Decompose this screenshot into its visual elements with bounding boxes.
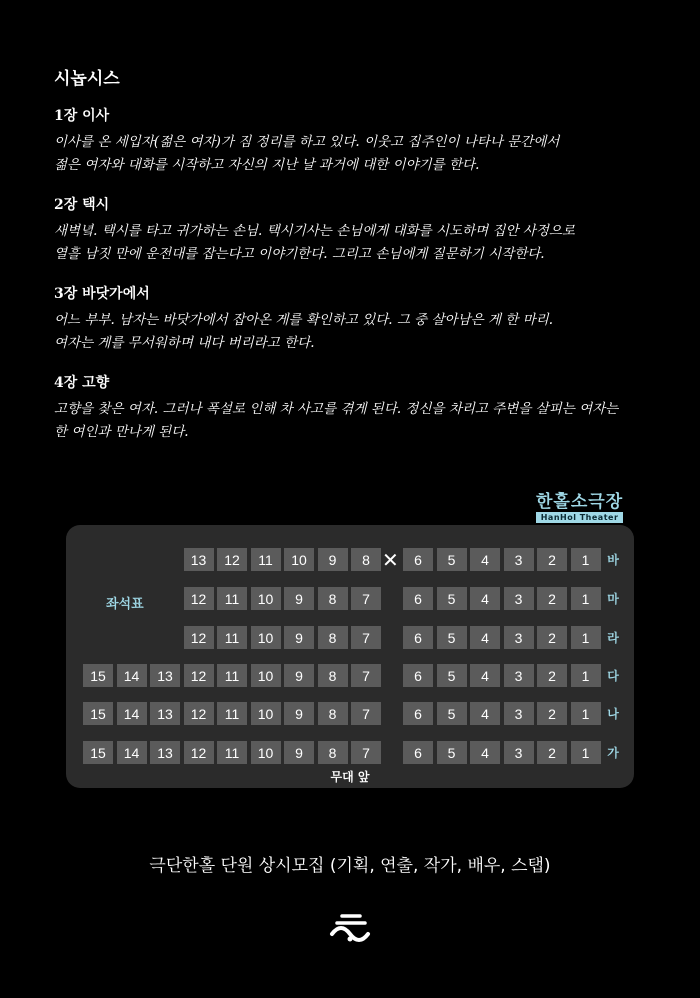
row-label: 가: [607, 746, 619, 760]
seat[interactable]: 13: [150, 741, 180, 764]
seat[interactable]: 6: [403, 741, 433, 764]
seat[interactable]: 5: [437, 702, 467, 725]
seat[interactable]: 2: [537, 741, 567, 764]
seat[interactable]: 12: [184, 587, 214, 610]
seat[interactable]: 9: [284, 741, 314, 764]
seat[interactable]: 8: [318, 626, 348, 649]
seat[interactable]: 11: [217, 741, 247, 764]
seat[interactable]: 7: [351, 702, 381, 725]
seat[interactable]: 7: [351, 741, 381, 764]
seat[interactable]: 11: [217, 587, 247, 610]
theater-logo: [536, 492, 623, 523]
theater-name-en: HanHol Theater: [536, 512, 623, 523]
row-label: 다: [607, 669, 619, 683]
seat[interactable]: 8: [318, 702, 348, 725]
row-label: 마: [607, 592, 619, 606]
seat[interactable]: 12: [184, 702, 214, 725]
seat[interactable]: 8: [351, 548, 381, 571]
scene-2: [54, 194, 664, 266]
seat[interactable]: 13: [150, 664, 180, 687]
recruitment-notice: 극단한홀 단원 상시모집 (기획, 연출, 작가, 배우, 스탭): [149, 856, 551, 876]
seat[interactable]: 2: [537, 664, 567, 687]
seat[interactable]: 10: [251, 626, 281, 649]
seat[interactable]: 10: [251, 702, 281, 725]
seat[interactable]: 5: [437, 548, 467, 571]
seat[interactable]: 8: [318, 587, 348, 610]
seat[interactable]: 9: [318, 548, 348, 571]
seat[interactable]: 5: [437, 741, 467, 764]
seat[interactable]: 10: [251, 741, 281, 764]
seat[interactable]: 1: [571, 664, 601, 687]
seat[interactable]: 6: [403, 702, 433, 725]
scene-text: 고향을 찾은 여자. 그러나 폭설로 인해 차 사고를 겪게 된다. 정신을 차리고 주변을 살피는 여자는 한 여인과 만나게 된다.: [54, 401, 619, 440]
seat[interactable]: 6: [403, 664, 433, 687]
seat[interactable]: 3: [504, 741, 534, 764]
seat[interactable]: 14: [117, 702, 147, 725]
seat[interactable]: 4: [470, 741, 500, 764]
row-label: 나: [607, 707, 619, 721]
seat[interactable]: 7: [351, 664, 381, 687]
blocked-seat-icon: ✕: [382, 548, 399, 572]
scene-title: 1장 이사: [54, 108, 110, 124]
seat-chart-label: 좌석표: [106, 597, 144, 612]
seat[interactable]: 15: [83, 664, 113, 687]
seat[interactable]: 12: [184, 664, 214, 687]
scene-text: 이사를 온 세입자(젊은 여자)가 짐 정리를 하고 있다. 이웃고 집주인이 나타나 문간에서 젊은 여자와 대화를 시작하고 자신의 지난 날 과거에 대한 이야기를 한다.: [54, 134, 560, 173]
seat[interactable]: 9: [284, 702, 314, 725]
seat[interactable]: 15: [83, 741, 113, 764]
seat[interactable]: 4: [470, 587, 500, 610]
seat[interactable]: 1: [571, 702, 601, 725]
seat[interactable]: 4: [470, 626, 500, 649]
scene-4: [54, 372, 664, 444]
theater-name-ko: 한홀소극장: [536, 492, 624, 512]
seat[interactable]: 14: [117, 664, 147, 687]
row-label: 라: [607, 631, 619, 645]
seat[interactable]: 1: [571, 548, 601, 571]
seat[interactable]: 2: [537, 702, 567, 725]
seat[interactable]: 6: [403, 587, 433, 610]
scene-title: 3장 바닷가에서: [54, 286, 150, 302]
seat[interactable]: 12: [184, 626, 214, 649]
scene-title: 2장 택시: [54, 197, 110, 213]
seat[interactable]: 3: [504, 626, 534, 649]
seat[interactable]: 2: [537, 587, 567, 610]
seat[interactable]: 9: [284, 587, 314, 610]
seat[interactable]: 11: [217, 626, 247, 649]
seat[interactable]: 8: [318, 741, 348, 764]
seat[interactable]: 5: [437, 626, 467, 649]
seat[interactable]: 9: [284, 626, 314, 649]
seat[interactable]: 10: [251, 587, 281, 610]
seat[interactable]: 3: [504, 587, 534, 610]
seat[interactable]: 11: [251, 548, 281, 571]
stage-label: 무대 앞: [330, 770, 370, 784]
synopsis-title: 시놉시스: [54, 69, 120, 89]
seat[interactable]: 9: [284, 664, 314, 687]
seat[interactable]: 11: [217, 702, 247, 725]
seat[interactable]: 8: [318, 664, 348, 687]
seat[interactable]: 4: [470, 664, 500, 687]
seat[interactable]: 3: [504, 548, 534, 571]
seat[interactable]: 3: [504, 664, 534, 687]
seat[interactable]: 4: [470, 702, 500, 725]
seat[interactable]: 2: [537, 548, 567, 571]
seat[interactable]: 6: [403, 626, 433, 649]
seat[interactable]: 13: [150, 702, 180, 725]
troupe-logo-icon: [328, 912, 374, 944]
seat[interactable]: 5: [437, 587, 467, 610]
scene-text: 어느 부부. 남자는 바닷가에서 잡아온 게를 확인하고 있다. 그 중 살아남은 게 한 마리. 여자는 게를 무서워하며 내다 버리라고 한다.: [54, 312, 554, 351]
seat[interactable]: 6: [403, 548, 433, 571]
seat[interactable]: 10: [251, 664, 281, 687]
scene-1: [54, 105, 664, 177]
scene-3: [54, 283, 664, 355]
seat[interactable]: 4: [470, 548, 500, 571]
scene-title: 4장 고향: [54, 375, 110, 391]
seat[interactable]: 5: [437, 664, 467, 687]
seat[interactable]: 11: [217, 664, 247, 687]
scene-text: 새벽녘. 택시를 타고 귀가하는 손님. 택시기사는 손님에게 대화를 시도하며 집안 사정으로 열흘 남짓 만에 운전대를 잡는다고 이야기한다. 그리고 손님에게 질문하기 시작한다.: [54, 223, 575, 262]
seat[interactable]: 15: [83, 702, 113, 725]
seat[interactable]: 1: [571, 587, 601, 610]
row-label: 바: [607, 553, 619, 567]
seat[interactable]: 2: [537, 626, 567, 649]
seat[interactable]: 12: [184, 741, 214, 764]
seat[interactable]: 3: [504, 702, 534, 725]
seat[interactable]: 10: [284, 548, 314, 571]
seat[interactable]: 7: [351, 587, 381, 610]
seat[interactable]: 13: [184, 548, 214, 571]
seat[interactable]: 7: [351, 626, 381, 649]
seat[interactable]: 1: [571, 741, 601, 764]
seat[interactable]: 14: [117, 741, 147, 764]
seat[interactable]: 12: [217, 548, 247, 571]
seat[interactable]: 1: [571, 626, 601, 649]
